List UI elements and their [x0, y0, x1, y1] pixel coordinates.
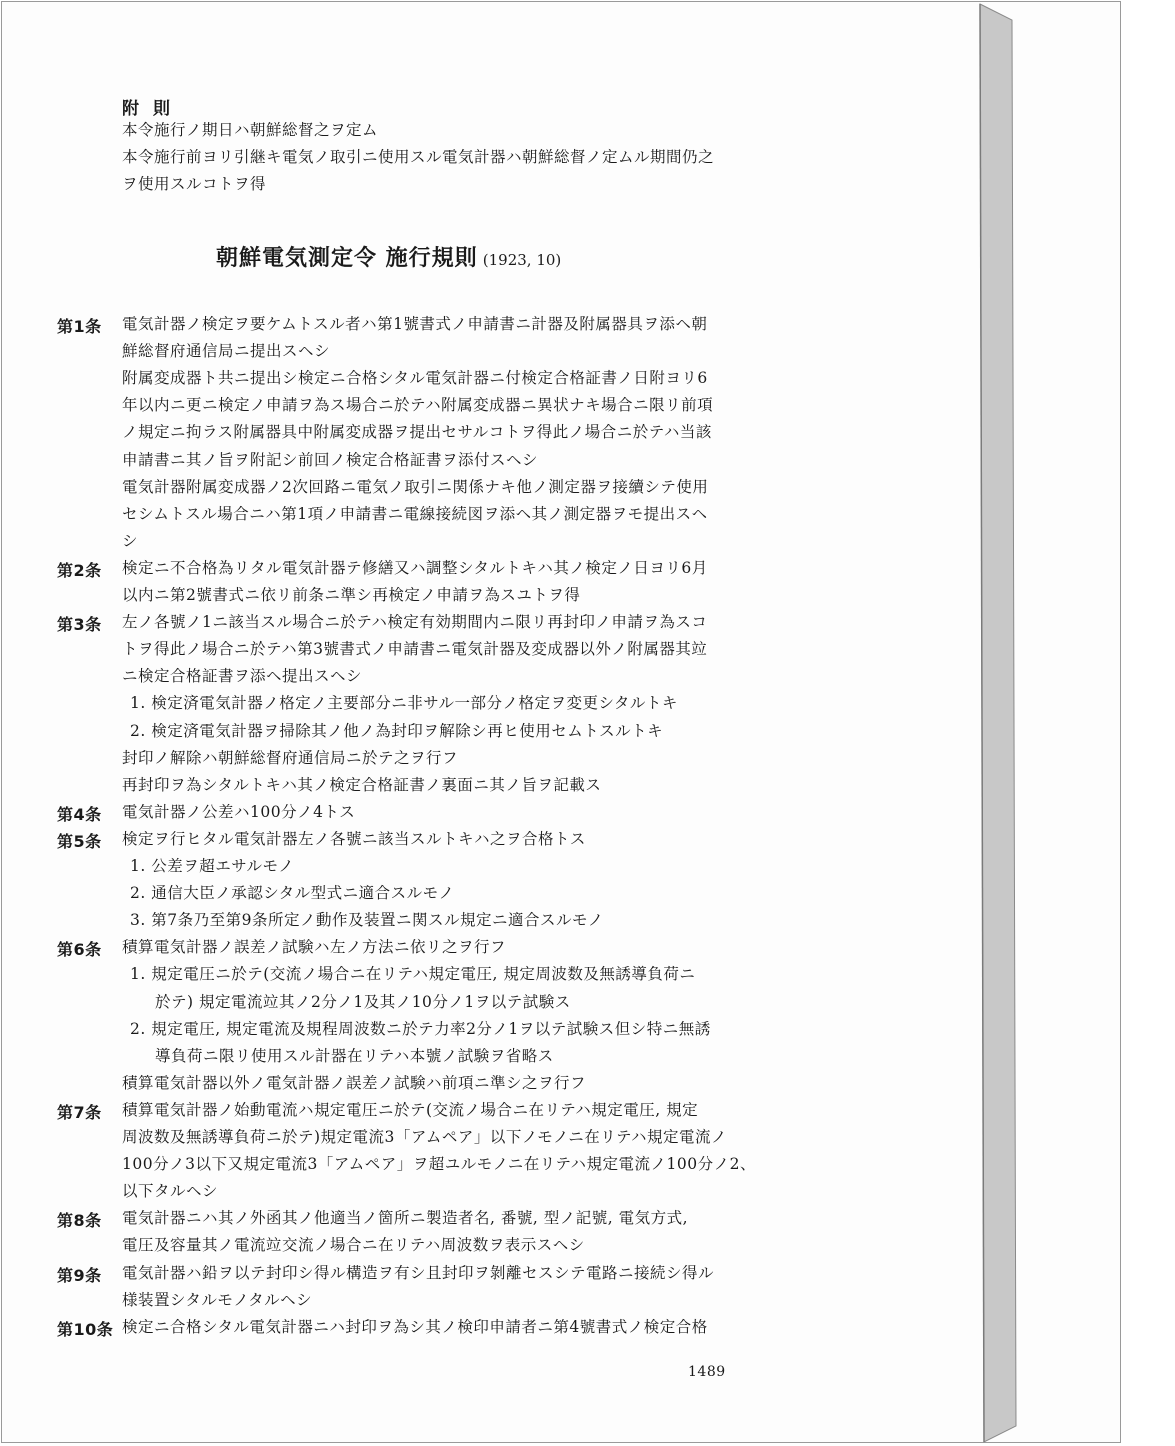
article-line: 様装置シタルモノタルヘシ: [122, 1291, 313, 1309]
article-line: 附属変成器ト共ニ提出シ検定ニ合格シタル電気計器ニ付検定合格証書ノ日附ヨリ6: [122, 369, 708, 387]
article-line: 以下タルヘシ: [122, 1182, 219, 1200]
article-line: 検定ヲ行ヒタル電気計器左ノ各號ニ該当スルトキハ之ヲ合格トス: [122, 830, 586, 848]
article-line: 以内ニ第2號書式ニ依リ前条ニ準シ再検定ノ申請ヲ為スユトヲ得: [122, 586, 581, 604]
article-line: 封印ノ解除ハ朝鮮総督府通信局ニ於テ之ヲ行フ: [122, 749, 459, 767]
article-line: トヲ得此ノ場合ニ於テハ第3號書式ノ申請書ニ電気計器及変成器以外ノ附属器其竝: [122, 640, 708, 658]
supplementary-line: 本令施行ノ期日ハ朝鮮総督之ヲ定ム: [122, 121, 379, 139]
article-line: セシムトスル場合ニハ第1項ノ申請書ニ電線接続図ヲ添ヘ其ノ測定器ヲモ提出スヘ: [122, 505, 708, 523]
article-line: 電気計器ニハ其ノ外函其ノ他適当ノ箇所ニ製造者名, 番號, 型ノ記號, 電気方式,: [122, 1209, 688, 1227]
article-item: 1. 検定済電気計器ノ格定ノ主要部分ニ非サル一部分ノ格定ヲ変更シタルトキ: [130, 694, 678, 712]
title-main: 朝鮮電気測定令 施行規則: [216, 246, 478, 271]
article-line: 電気計器ハ鉛ヲ以テ封印シ得ル構造ヲ有シ且封印ヲ剝離セスシテ電路ニ接続シ得ル: [122, 1264, 715, 1282]
article-line: 電気計器ノ検定ヲ要ケムトスル者ハ第1號書式ノ申請書ニ計器及附属器具ヲ添ヘ朝: [122, 315, 708, 333]
page-number: 1489: [688, 1364, 726, 1380]
article-line: 電圧及容量其ノ電流竝交流ノ場合ニ在リテハ周波数ヲ表示スヘシ: [122, 1236, 585, 1254]
article-item: 2. 検定済電気計器ヲ掃除其ノ他ノ為封印ヲ解除シ再ヒ使用セムトスルトキ: [130, 722, 664, 740]
article-label: 第3条: [57, 615, 102, 634]
article-item: 1. 規定電圧ニ於テ(交流ノ場合ニ在リテハ規定電圧, 規定周波数及無誘導負荷ニ: [130, 965, 696, 983]
page-edge-side: [980, 4, 1016, 1442]
article-line: 検定ニ合格シタル電気計器ニハ封印ヲ為シ其ノ検印申請者ニ第4號書式ノ検定合格: [122, 1318, 708, 1336]
article-item: 2. 通信大臣ノ承認シタル型式ニ適合スルモノ: [130, 884, 455, 902]
article-line: 於テ) 規定電流竝其ノ2分ノ1及其ノ10分ノ1ヲ以テ試験ス: [155, 993, 571, 1011]
supplementary-line: 本令施行前ヨリ引継キ電気ノ取引ニ使用スル電気計器ハ朝鮮総督ノ定ムル期間仍之: [122, 148, 715, 166]
article-line: シ: [122, 532, 139, 550]
article-line: 鮮総督府通信局ニ提出スヘシ: [122, 342, 331, 360]
article-label: 第2条: [57, 561, 102, 580]
article-label: 第6条: [57, 940, 102, 959]
article-label: 第10条: [57, 1320, 114, 1339]
article-line: 年以内ニ更ニ検定ノ申請ヲ為ス場合ニ於テハ附属変成器ニ異状ナキ場合ニ限リ前項: [122, 396, 714, 414]
article-line: 周波数及無誘導負荷ニ於テ)規定電流3「アムペア」以下ノモノニ在リテハ規定電流ノ: [122, 1128, 728, 1146]
article-line: ノ規定ニ拘ラス附属器具中附属変成器ヲ提出セサルコトヲ得此ノ場合ニ於テハ当該: [122, 423, 712, 441]
article-label: 第4条: [57, 805, 102, 824]
article-item: 1. 公差ヲ超エサルモノ: [130, 857, 295, 875]
title-date: (1923, 10): [482, 251, 562, 269]
article-line: 積算電気計器以外ノ電気計器ノ誤差ノ試験ハ前項ニ準シ之ヲ行フ: [122, 1074, 587, 1092]
article-line: ニ検定合格証書ヲ添ヘ提出スヘシ: [122, 667, 363, 685]
article-label: 第7条: [57, 1103, 102, 1122]
article-line: 積算電気計器ノ誤差ノ試験ハ左ノ方法ニ依リ之ヲ行フ: [122, 938, 507, 956]
article-line: 左ノ各號ノ1ニ該当スル場合ニ於テハ検定有効期間内ニ限リ再封印ノ申請ヲ為スコ: [122, 613, 708, 631]
article-item: 3. 第7条乃至第9条所定ノ動作及装置ニ関スル規定ニ適合スルモノ: [130, 911, 604, 929]
article-line: 電気計器附属変成器ノ2次回路ニ電気ノ取引ニ関係ナキ他ノ測定器ヲ接續シテ使用: [122, 478, 709, 496]
article-line: 積算電気計器ノ始動電流ハ規定電圧ニ於テ(交流ノ場合ニ在リテハ規定電圧, 規定: [122, 1101, 699, 1119]
article-line: 100分ノ3以下又規定電流3「アムペア」ヲ超ユルモノニ在リテハ規定電流ノ100分ノ2、: [122, 1155, 757, 1173]
article-line: 申請書ニ其ノ旨ヲ附記シ前回ノ検定合格証書ヲ添付スヘシ: [122, 451, 539, 469]
article-item: 2. 規定電圧, 規定電流及規程周波数ニ於テ力率2分ノ1ヲ以テ試験ス但シ特ニ無誘: [130, 1020, 711, 1038]
supplementary-line: ヲ使用スルコトヲ得: [122, 175, 267, 193]
article-label: 第5条: [57, 832, 102, 851]
article-line: 電気計器ノ公差ハ100分ノ4トス: [122, 803, 356, 821]
article-line: 導負荷ニ限リ使用スル計器在リテハ本號ノ試験ヲ省略ス: [155, 1047, 554, 1065]
article-label: 第1条: [57, 317, 102, 336]
supplementary-heading: 附則: [122, 99, 184, 119]
article-line: 検定ニ不合格為リタル電気計器テ修繕又ハ調整シタルトキハ其ノ検定ノ日ヨリ6月: [122, 559, 708, 577]
regulation-title: [216, 241, 561, 272]
article-label: 第9条: [57, 1266, 102, 1285]
article-label: 第8条: [57, 1211, 102, 1230]
article-line: 再封印ヲ為シタルトキハ其ノ検定合格証書ノ裏面ニ其ノ旨ヲ記載ス: [122, 776, 602, 794]
